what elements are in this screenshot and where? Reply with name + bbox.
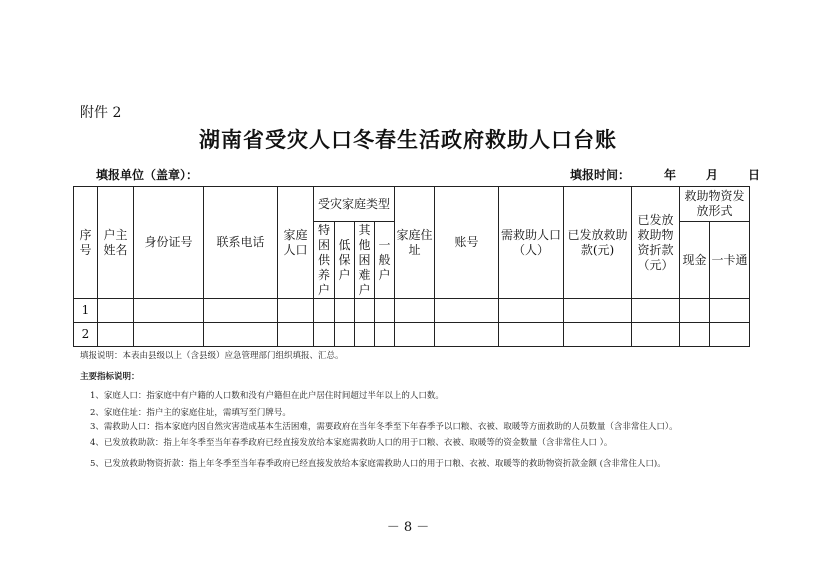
col-population-header: 家庭人口 [278,187,314,299]
row-number: 2 [74,323,98,347]
col-type-general-header: 一般户 [375,222,395,299]
col-type-other-header: 其他困难户 [355,222,375,299]
col-need-aid-header: 需救助人口（人） [499,187,564,299]
note-item: 4、已发放救助款：指上年冬季至当年春季政府已经直接发放给本家庭需救助人口的用于口粮、衣被、取暖等的资金数量（含非常住人口 ）。 [90,438,613,448]
col-seq-header: 序号 [74,187,98,299]
col-phone-header: 联系电话 [204,187,278,299]
month-label: 月 [706,168,719,182]
note-item: 3、需救助人口：指本家庭内因自然灾害造成基本生活困难，需要政府在当年冬季至下年春季予以口粮、衣被、取暖等方面救助的人员数量（含非常住人口）。 [90,422,678,432]
note-item: 2、家庭住址：指户主的家庭住址，需填写至门牌号。 [90,408,291,418]
col-form-cash-header: 现金 [680,222,710,299]
col-form-card-header: 一卡通 [710,222,750,299]
col-address-header: 家庭住址 [395,187,435,299]
fill-time-group [570,166,760,183]
year-label: 年 [664,168,677,182]
col-account-header: 账号 [435,187,499,299]
col-head-name-header: 户主姓名 [98,187,134,299]
col-form-group-header: 救助物资发放形式 [680,187,750,222]
day-label: 日 [748,168,761,182]
col-type-low-header: 低保户 [335,222,355,299]
indicators-heading: 主要指标说明： [80,372,140,382]
fill-time-label: 填报时间： [570,168,631,182]
note-item: 5、已发放救助物资折款：指上年冬季至当年春季政府已经直接发放给本家庭需救助人口的用于口粮、衣被、取暖等的救助物资折款金额 (含非常住人口)。 [90,459,666,469]
page-number: － 8 － [386,520,430,535]
attachment-label: 附件 2 [80,105,122,121]
table-row [74,299,750,323]
ledger-table [73,186,750,347]
col-type-special-header: 特困供养户 [314,222,335,299]
col-id-header: 身份证号 [134,187,204,299]
page-title: 湖南省受灾人口冬春生活政府救助人口台账 [199,127,617,152]
fill-note: 填报说明：本表由县级以上（含县级）应急管理部门组织填报、汇总。 [80,351,344,361]
table-row [74,323,750,347]
col-materials-header: 已发放救助物资折款（元） [632,187,680,299]
note-item: 1、家庭人口：指家庭中有户籍的人口数和没有户籍但在此户居住时间超过半年以上的人口数。 [90,391,444,401]
col-paid-header: 已发放救助款(元) [564,187,632,299]
row-number: 1 [74,299,98,323]
fill-unit-label: 填报单位（盖章）： [96,168,199,182]
col-type-group-header: 受灾家庭类型 [314,187,395,222]
